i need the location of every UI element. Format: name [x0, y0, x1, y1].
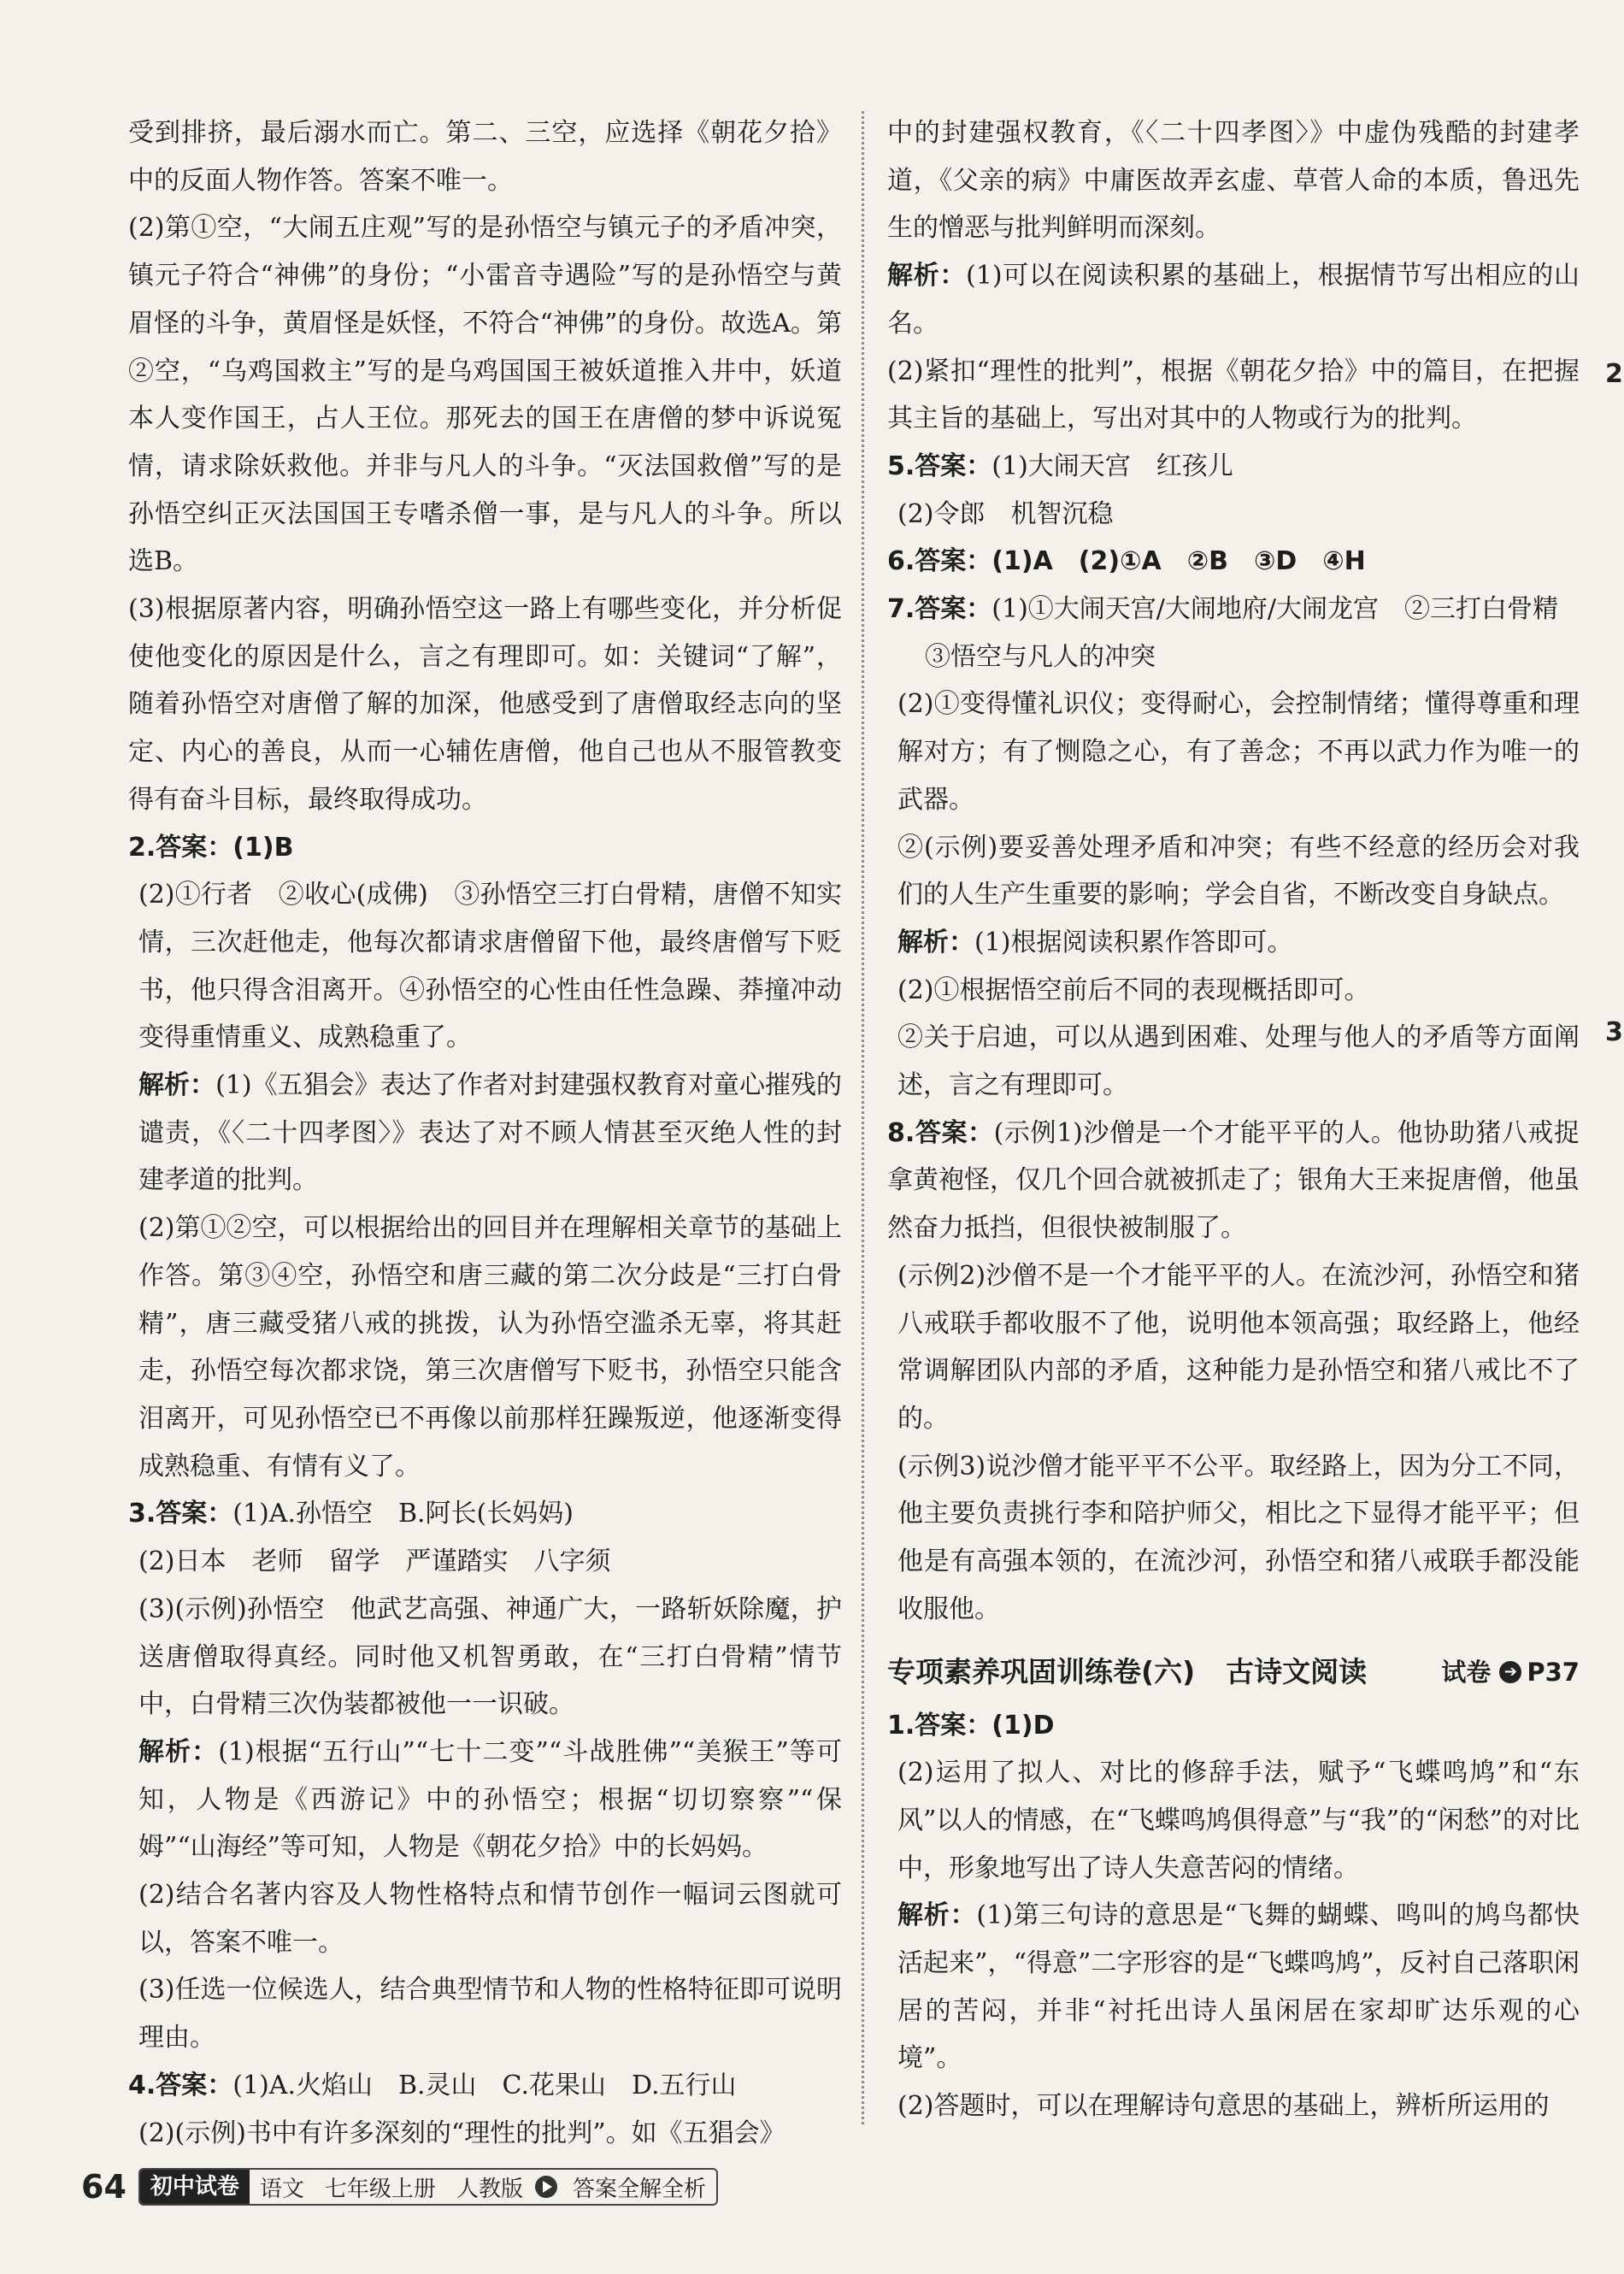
question-number: 1.: [887, 1710, 915, 1741]
paragraph: (示例3)说沙僧才能平平不公平。取经路上，因为分工不同，他主要负责挑行李和陪护师父，相比之下显得才能平平；但他是有高强本领的，在流沙河，孙悟空和猪八戒联手都没能收服他。: [897, 1451, 1580, 1624]
analysis-label: 解析：: [887, 261, 967, 292]
footer-grade: 七年级上册: [324, 2176, 436, 2202]
paragraph: ②(示例)要妥善处理矛盾和冲突；有些不经意的经历会对我们的人生产生重要的影响；学会自省，不断改变自身缺点。: [897, 832, 1580, 910]
answer-label: 答案：: [915, 1710, 992, 1741]
analysis-text: (1)根据阅读积累作答即可。: [974, 927, 1293, 957]
question-number: 4.: [128, 2070, 156, 2100]
paragraph: ②关于启迪，可以从遇到困难、处理与他人的矛盾等方面阐述，言之有理即可。: [897, 1022, 1580, 1101]
answer-label: 答案：: [915, 594, 992, 625]
paragraph: (示例2)沙僧不是一个才能平平的人。在流沙河，孙悟空和猪八戒联手都收服不了他，说明他本领高强；取经路上，他经常调解团队内部的矛盾，这种能力是孙悟空和猪八戒比不了的。: [897, 1260, 1580, 1434]
question-6-answer: [887, 538, 1580, 586]
paragraph: (2)①根据悟空前后不同的表现概括即可。: [897, 975, 1370, 1005]
paragraph: (2)第①②空，可以根据给出的回目并在理解相关章节的基础上作答。第③④空，孙悟空和唐三藏的第二次分歧是“三打白骨精”，唐三藏受猪八戒的挑拨，认为孙悟空滥杀无辜，将其赶走，孙悟空每次都求饶，第三次唐僧写下贬书，孙悟空只能含泪离开，可见孙悟空已不再像以前那样狂躁叛逆，他逐渐变得成熟稳重、有情有义了。: [138, 1213, 842, 1482]
question-8-answer: [887, 1110, 1580, 1252]
analysis-label: 解析：: [897, 1900, 977, 1931]
paragraph: (2)①变得懂礼识仪；变得耐心，会控制情绪；懂得尊重和理解对方；有了恻隐之心，有了善念；不再以武力作为唯一的武器。: [897, 689, 1580, 815]
paragraph: (3)(示例)孙悟空 他武艺高强、神通广大，一路斩妖除魔，护送唐僧取得真经。同时他又机智勇敢，在“三打白骨精”情节中，白骨精三次伪装都被他一一识破。: [138, 1594, 842, 1720]
paragraph: (2)(示例)书中有许多深刻的“理性的批判”。如《五猖会》: [138, 2118, 786, 2148]
question-4-answer: [128, 2062, 842, 2110]
analysis: [887, 919, 1580, 967]
paragraph: (2)日本 老师 留学 严谨踏实 八字须: [138, 1546, 611, 1577]
question-number: 2.: [128, 832, 156, 863]
answer-label: 答案：: [156, 1499, 233, 1529]
answer-text: (示例1)沙僧是一个才能平平的人。他协助猪八戒捉拿黄袍怪，仅几个回合就被抓走了；银角大王来捉唐僧，他虽然奋力抵挡，但很快被制服了。: [887, 1117, 1580, 1244]
paragraph: (2)令郎 机智沉稳: [897, 498, 1114, 529]
question-number: 5.: [887, 451, 915, 481]
section-question-1-answer: [887, 1702, 1580, 1750]
answer-label: 答案：: [915, 451, 992, 481]
question-number: 7.: [887, 594, 915, 625]
footer-subject: 语文: [259, 2176, 304, 2202]
question-number: 6.: [887, 546, 915, 577]
page-footer: [81, 2161, 718, 2212]
paragraph: 中的封建强权教育，《〈二十四孝图〉》中虚伪残酷的封建孝道，《父亲的病》中庸医故弄玄虚、草菅人命的本质，鲁迅先生的憎恶与批判鲜明而深刻。: [887, 118, 1580, 244]
section-page-ref: [1441, 1642, 1580, 1702]
analysis-label: 解析：: [138, 1070, 216, 1101]
section-subtitle: 古诗文阅读: [1226, 1654, 1368, 1688]
paragraph: ③悟空与凡人的冲突: [925, 641, 1156, 672]
answer-text: (1)D: [991, 1710, 1055, 1741]
analysis-label: 解析：: [138, 1736, 219, 1767]
footer-brand: 初中试卷: [140, 2170, 250, 2204]
analysis: [128, 1062, 842, 1205]
paragraph: (3)根据原著内容，明确孙悟空这一路上有哪些变化，并分析促使他变化的原因是什么，言之有理即可。如：关键词“了解”，随着孙悟空对唐僧了解的加深，他感受到了唐僧取经志向的坚定、内心的善良，从而一心辅佐唐僧，他自己也从不服管教变得有奋斗目标，最终取得成功。: [128, 594, 842, 815]
answer-text: (1)①大闹天宫/大闹地府/大闹龙宫 ②三打白骨精: [991, 594, 1558, 625]
paragraph: (2)答题时，可以在理解诗句意思的基础上，辨析所运用的: [897, 2091, 1550, 2122]
analysis: [887, 252, 1580, 347]
page-number: 64: [81, 2168, 127, 2206]
analysis: [128, 1729, 842, 1871]
answer-label: 答案：: [156, 2070, 233, 2100]
question-number: 3.: [128, 1499, 156, 1529]
section-heading: [887, 1642, 1580, 1702]
analysis-label: 解析：: [897, 927, 974, 957]
footer-edition: 人教版: [456, 2176, 523, 2202]
answer-text: (1)A (2)①A ②B ③D ④H: [991, 546, 1366, 577]
question-2-answer: [128, 824, 842, 872]
analysis-text: (1)可以在阅读积累的基础上，根据情节写出相应的山名。: [887, 261, 1580, 339]
paragraph: (2)第①空，“大闹五庄观”写的是孙悟空与镇元子的矛盾冲突，镇元子符合“神佛”的身份；“小雷音寺遇险”写的是孙悟空与黄眉怪的斗争，黄眉怪是妖怪，不符合“神佛”的身份。故选A。第②空，“乌鸡国救主”写的是乌鸡国国王被妖道推入井中，妖道本人变作国王，占人王位。那死去的国王在唐僧的梦中诉说冤情，请求除妖救他。并非与凡人的斗争。“灭法国救僧”写的是孙悟空纠正灭法国国王专嗜杀僧一事，是与凡人的斗争。所以选B。: [128, 213, 842, 577]
column-divider: [862, 111, 864, 2124]
question-5-answer: [887, 443, 1580, 491]
paragraph: (2)①行者 ②收心(成佛) ③孙悟空三打白骨精，唐僧不知实情，三次赶他走，他每次都请求唐僧留下他，最终唐僧写下贬书，他只得含泪离开。④孙悟空的心性由任性急躁、莽撞冲动变得重情重义、成熟稳重了。: [138, 880, 842, 1053]
answer-text: (1)A.孙悟空 B.阿长(长妈妈): [232, 1499, 574, 1529]
play-circle-icon: [535, 2176, 557, 2198]
answer-label: 答案：: [156, 832, 233, 863]
edge-mark: 2: [1605, 359, 1623, 389]
analysis-text: (1)第三句诗的意思是“飞舞的蝴蝶、鸣叫的鸠鸟都快活起来”，“得意”二字形容的是“飞蝶鸣鸠”，反衬自己落职闲居的苦闷，并非“衬托出诗人虽闲居在家却旷达乐观的心境”。: [897, 1900, 1580, 2074]
question-7-answer: [887, 586, 1580, 633]
paragraph: (2)结合名著内容及人物性格特点和情节创作一幅词云图就可以，答案不唯一。: [138, 1880, 842, 1958]
analysis: [887, 1892, 1580, 2083]
answer-label: 答案：: [915, 1117, 994, 1148]
edge-mark: 3: [1605, 1017, 1623, 1047]
section-ref-label: 试卷: [1441, 1657, 1492, 1687]
footer-tag: 答案全解全析: [572, 2176, 706, 2202]
left-column: [128, 109, 842, 2157]
answer-text: (1)B: [232, 832, 294, 863]
analysis-text: (1)《五猖会》表达了作者对封建强权教育对童心摧残的谴责，《〈二十四孝图〉》表达了对不顾人情甚至灭绝人性的封建孝道的批判。: [138, 1070, 842, 1196]
section-title: 专项素养巩固训练卷(六): [887, 1654, 1196, 1688]
question-3-answer: [128, 1490, 842, 1538]
answer-text: (1)大闹天宫 红孩儿: [991, 451, 1233, 481]
footer-label-box: [138, 2168, 718, 2206]
question-number: 8.: [887, 1117, 915, 1148]
answer-label: 答案：: [915, 546, 992, 577]
analysis-text: (1)根据“五行山”“七十二变”“斗战胜佛”“美猴王”等可知，人物是《西游记》中的孙悟空；根据“切切察察”“保姆”“山海经”等可知，人物是《朝花夕拾》中的长妈妈。: [138, 1736, 842, 1863]
answer-text: (1)A.火焰山 B.灵山 C.花果山 D.五行山: [232, 2070, 737, 2100]
paragraph: (2)运用了拟人、对比的修辞手法，赋予“飞蝶鸣鸠”和“东风”以人的情感，在“飞蝶鸣鸠俱得意”与“我”的“闲愁”的对比中，形象地写出了诗人失意苦闷的情绪。: [897, 1758, 1580, 1883]
paragraph: 受到排挤，最后溺水而亡。第二、三空，应选择《朝花夕拾》中的反面人物作答。答案不唯一。: [128, 118, 842, 196]
paragraph: (2)紧扣“理性的批判”，根据《朝花夕拾》中的篇目，在把握其主旨的基础上，写出对其中的人物或行为的批判。: [887, 356, 1580, 434]
arrow-right-circle-icon: ➔: [1499, 1661, 1521, 1683]
paragraph: (3)任选一位候选人，结合典型情节和人物的性格特征即可说明理由。: [138, 1975, 842, 2053]
right-column: [887, 109, 1580, 2130]
section-ref-page: P37: [1527, 1657, 1580, 1687]
